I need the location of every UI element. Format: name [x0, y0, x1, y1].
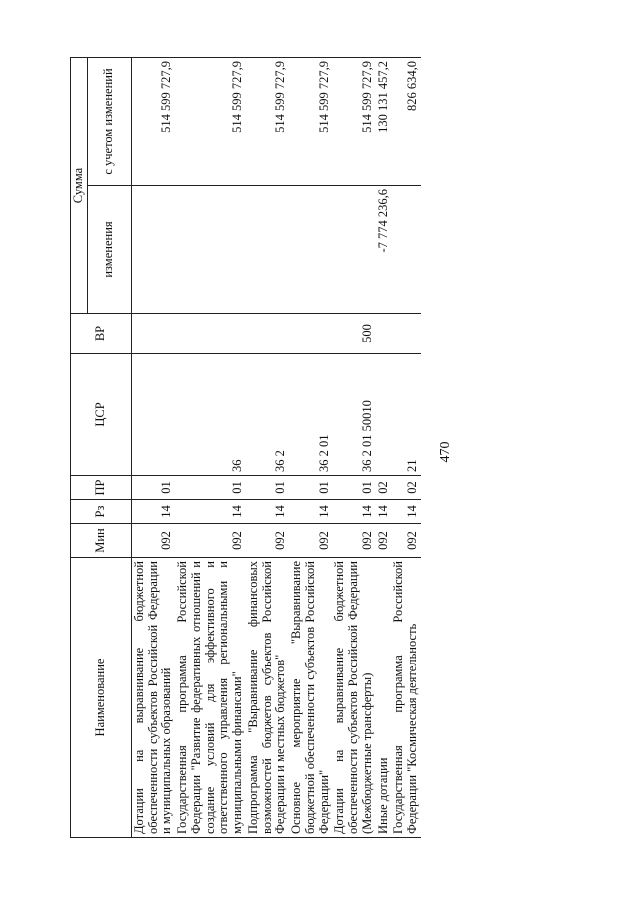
cell-rz: 14	[376, 500, 392, 524]
table-row	[131, 58, 175, 838]
cell-rz: 14	[246, 500, 289, 524]
cell-csr: 36 2 01 50010	[332, 354, 375, 476]
cell-vr	[376, 314, 392, 354]
cell-min: 092	[391, 524, 421, 558]
table-row	[289, 58, 332, 838]
cell-change	[246, 186, 289, 314]
cell-total: 130 131 457,2	[376, 58, 392, 186]
cell-name: Дотации на выравнивание бюджетной обеспеченности субъектов Российской Федерации и муниципальных образований	[131, 558, 175, 838]
header-pr: ПР	[71, 476, 132, 500]
cell-total: 514 599 727,9	[289, 58, 332, 186]
cell-change	[175, 186, 246, 314]
header-csr: ЦСР	[71, 354, 132, 476]
cell-csr: 36 2 01	[289, 354, 332, 476]
rotated-page	[70, 58, 610, 838]
cell-name: Дотации на выравнивание бюджетной обеспеченности субъектов Российской Федерации (Межбюджетные трансферты)	[332, 558, 375, 838]
cell-pr: 01	[246, 476, 289, 500]
cell-change	[289, 186, 332, 314]
cell-vr: 500	[332, 314, 375, 354]
cell-rz: 14	[391, 500, 421, 524]
header-with-change: с учетом изменений	[87, 58, 131, 186]
cell-pr: 01	[289, 476, 332, 500]
cell-change	[332, 186, 375, 314]
cell-name: Подпрограмма "Выравнивание финансовых возможностей бюджетов субъектов Российской Федерации и местных бюджетов"	[246, 558, 289, 838]
cell-csr	[131, 354, 175, 476]
cell-pr: 01	[332, 476, 375, 500]
cell-total: 826 634,0	[391, 58, 421, 186]
table-row	[246, 58, 289, 838]
cell-total: 514 599 727,9	[332, 58, 375, 186]
page-number: 470	[438, 441, 453, 463]
cell-vr	[391, 314, 421, 354]
table-row	[175, 58, 246, 838]
table-row	[332, 58, 375, 838]
cell-name: Государственная программа Российской Федерации "Развитие федеративных отношений и создание условий для эффективного и ответственного управления региональными и муниципальными финансами"	[175, 558, 246, 838]
cell-min: 092	[289, 524, 332, 558]
header-rz: Рз	[71, 500, 132, 524]
cell-min: 092	[376, 524, 392, 558]
cell-vr	[131, 314, 175, 354]
cell-total: 514 599 727,9	[131, 58, 175, 186]
cell-min: 092	[175, 524, 246, 558]
cell-min: 092	[131, 524, 175, 558]
cell-change	[131, 186, 175, 314]
cell-vr	[175, 314, 246, 354]
cell-pr: 02	[391, 476, 421, 500]
budget-table	[70, 57, 421, 838]
cell-vr	[246, 314, 289, 354]
header-change: изменения	[87, 186, 131, 314]
cell-name: Иные дотации	[376, 558, 392, 838]
cell-pr: 02	[376, 476, 392, 500]
header-name: Наименование	[71, 558, 132, 838]
cell-change	[391, 186, 421, 314]
cell-rz: 14	[175, 500, 246, 524]
cell-min: 092	[246, 524, 289, 558]
cell-vr	[289, 314, 332, 354]
cell-min: 092	[332, 524, 375, 558]
cell-csr: 36	[175, 354, 246, 476]
cell-pr: 01	[131, 476, 175, 500]
cell-total: 514 599 727,9	[175, 58, 246, 186]
cell-csr: 21	[391, 354, 421, 476]
cell-total: 514 599 727,9	[246, 58, 289, 186]
table-row	[376, 58, 392, 838]
cell-name: Государственная программа Российской Федерации "Космическая деятельность	[391, 558, 421, 838]
cell-change: -7 774 236,6	[376, 186, 392, 314]
header-vr: ВР	[71, 314, 132, 354]
cell-rz: 14	[131, 500, 175, 524]
cell-csr: 36 2	[246, 354, 289, 476]
cell-rz: 14	[332, 500, 375, 524]
cell-rz: 14	[289, 500, 332, 524]
header-sum: Сумма	[71, 58, 88, 314]
cell-name: Основное мероприятие "Выравнивание бюджетной обеспеченности субъектов Российской Федерации"	[289, 558, 332, 838]
table-row	[391, 58, 421, 838]
cell-csr	[376, 354, 392, 476]
header-min: Мин	[71, 524, 132, 558]
cell-pr: 01	[175, 476, 246, 500]
